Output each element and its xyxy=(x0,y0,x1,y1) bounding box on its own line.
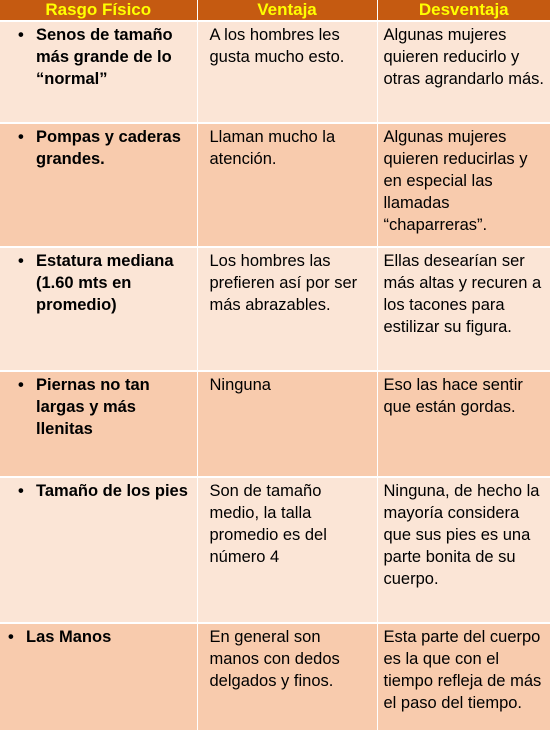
trait-text: Estatura mediana (1.60 mts en promedio) xyxy=(36,252,174,314)
trait-cell xyxy=(0,123,197,247)
desventaja-cell: Algunas mujeres quieren reducirlas y en especial las llamadas “chaparreras”. xyxy=(377,123,550,247)
header-row xyxy=(0,0,550,21)
bullet-icon: • xyxy=(18,482,24,500)
table-row xyxy=(0,123,550,247)
bullet-icon: • xyxy=(18,128,24,146)
ventaja-cell: Son de tamaño medio, la talla promedio es del número 4 xyxy=(197,477,377,623)
trait-text: Piernas no tan largas y más llenitas xyxy=(36,376,150,438)
desventaja-cell: Eso las hace sentir que están gordas. xyxy=(377,371,550,477)
trait-cell xyxy=(0,371,197,477)
trait-text: Pompas y caderas grandes. xyxy=(36,128,181,168)
desventaja-cell: Ellas desearían ser más altas y recuren a los tacones para estilizar su figura. xyxy=(377,247,550,371)
trait-cell xyxy=(0,21,197,123)
trait-cell xyxy=(0,247,197,371)
bullet-icon: • xyxy=(18,252,24,270)
table-row xyxy=(0,477,550,623)
trait-text: Tamaño de los pies xyxy=(36,482,188,500)
table-row xyxy=(0,623,550,730)
ventaja-cell: A los hombres les gusta mucho esto. xyxy=(197,21,377,123)
desventaja-cell: Esta parte del cuerpo es la que con el tiempo refleja de más el paso del tiempo. xyxy=(377,623,550,730)
trait-cell xyxy=(0,623,197,730)
ventaja-cell: Ninguna xyxy=(197,371,377,477)
header-rasgo: Rasgo Físico xyxy=(0,0,197,21)
desventaja-cell: Ninguna, de hecho la mayoría considera que sus pies es una parte bonita de su cuerpo. xyxy=(377,477,550,623)
ventaja-cell: Los hombres las prefieren así por ser más abrazables. xyxy=(197,247,377,371)
trait-text: Las Manos xyxy=(26,628,112,646)
header-ventaja: Ventaja xyxy=(197,0,377,21)
trait-text: Senos de tamaño más grande de lo “normal” xyxy=(36,26,173,88)
table-row xyxy=(0,247,550,371)
ventaja-cell: En general son manos con dedos delgados y finos. xyxy=(197,623,377,730)
bullet-icon: • xyxy=(18,376,24,394)
table-row xyxy=(0,21,550,123)
table-row xyxy=(0,371,550,477)
trait-cell xyxy=(0,477,197,623)
desventaja-cell: Algunas mujeres quieren reducirlo y otras agrandarlo más. xyxy=(377,21,550,123)
ventaja-cell: Llaman mucho la atención. xyxy=(197,123,377,247)
bullet-icon: • xyxy=(8,628,14,646)
bullet-icon: • xyxy=(18,26,24,44)
header-desventaja: Desventaja xyxy=(377,0,550,21)
